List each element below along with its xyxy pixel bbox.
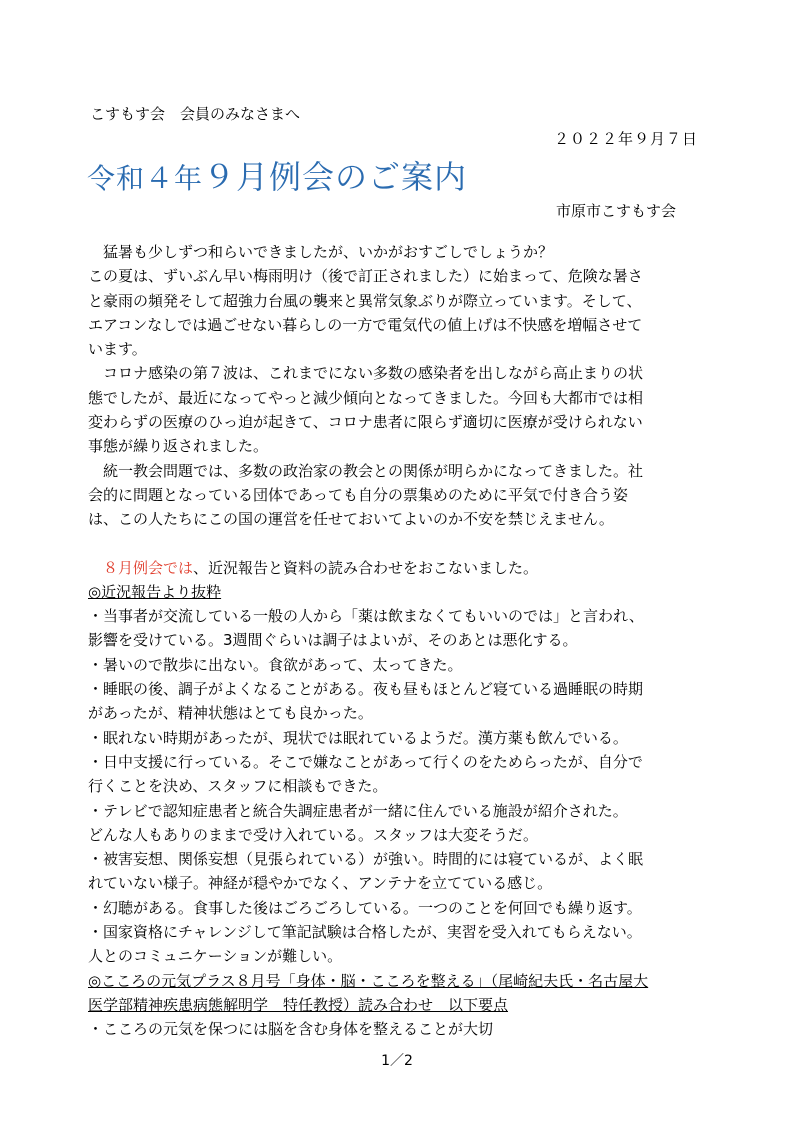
list-item: ・被害妄想、関係妄想（見張られている）が強い。時間的には寝ているが、よく眠 (88, 850, 644, 869)
list-item: ・テレビで認知症患者と統合失調症患者が一緒に住んでいる施設が紹介された。 (88, 801, 628, 820)
intro-line: 事態が繰り返されました。 (88, 437, 269, 456)
list-item: 人とのコミュニケーションが難しい。 (88, 947, 343, 966)
intro-line: この夏は、ずいぶん早い梅雨明け（後で訂正されました）に始まって、危険な暑さ (88, 267, 643, 286)
section-title-reading-line1: ◎こころの元気プラス８月号「身体・脳・こころを整える」（尾崎紀夫氏・名古屋大 (88, 971, 649, 990)
list-item: ・暑いので散歩に出ない。食欲があって、太ってきた。 (88, 655, 463, 674)
list-item: があったが、精神状態はとても良かった。 (88, 704, 373, 723)
list-item: ・こころの元気を保つには脳を含む身体を整えることが大切 (88, 1020, 494, 1039)
title-prefix: 令和４年 (87, 162, 204, 195)
intro-section (88, 240, 708, 532)
list-item: 影響を受けている。3週間ぐらいは調子はよいが、そのあとは悪化する。 (88, 631, 578, 650)
list-item: ・幻聴がある。食事した後はごろごろしている。一つのことを何回でも繰り返す。 (88, 898, 642, 917)
list-item: ・当事者が交流している一般の人から「薬は飲まなくてもいいのでは」と言われ、 (88, 607, 644, 626)
document-date: ２０２２年９月７日 (553, 130, 698, 148)
section-title-recent-reports: ◎近況報告より抜粋 (88, 582, 222, 601)
report-heading-highlight: ８月例会では (88, 558, 194, 577)
document-body (88, 240, 708, 1042)
intro-line: エアコンなしでは過ごせない暮らしの一方で電気代の値上げは不快感を増幅させて (88, 315, 643, 334)
page-number: 1／2 (381, 1053, 413, 1069)
list-item: 行くことを決め、スタッフに相談もできた。 (88, 777, 388, 796)
greeting-line: こすもす会 会員のみなさまへ (90, 105, 301, 123)
intro-line: 会的に問題となっている団体であっても自分の票集めのために平気で付き合う姿 (88, 485, 628, 504)
document-title (87, 152, 467, 198)
intro-line: 猛暑も少しずつ和らいできましたが、いかがおすごしでしょうか？ (88, 243, 554, 261)
report-heading-text: 、近況報告と資料の読み合わせをおこないました。 (193, 558, 539, 577)
list-item: どんな人もありのままで受け入れている。スタッフは大変そうだ。 (88, 825, 539, 844)
intro-line: 統一教会問題では、多数の政治家の教会との関係が明らかになってきました。社 (88, 461, 644, 480)
intro-line: 変わらずの医療のひっ迫が起きて、コロナ患者に限らず適切に医療が受けられない (88, 413, 643, 432)
organization-name: 市原市こすもす会 (555, 202, 676, 220)
intro-line: と豪雨の頻発そして超強力台風の襲来と異常気象ぶりが際立っています。そして、 (88, 291, 642, 310)
intro-line: 態でしたが、最近になってやっと減少傾向となってきました。今回も大都市では相 (88, 388, 644, 407)
section-title-reading-line2: 医学部精神疾患病態解明学 特任教授）読み合わせ 以下要点 (88, 995, 509, 1014)
title-main: ９月例会のご案内 (203, 158, 468, 196)
report-heading (88, 556, 708, 580)
intro-line: います。 (88, 340, 147, 359)
section-spacer (88, 532, 708, 556)
intro-line: コロナ感染の第７波は、これまでにない多数の感染者を出しながら高止まりの状 (88, 364, 644, 383)
list-item: ・国家資格にチャレンジして筆記試験は合格したが、実習を受入れてもらえない。 (88, 923, 642, 942)
list-item: ・睡眠の後、調子がよくなることがある。夜も昼もほとんど寝ている過睡眠の時期 (88, 680, 644, 699)
intro-line: は、この人たちにこの国の運営を任せておいてよいのか不安を禁じえません。 (88, 510, 614, 529)
list-item: ・眠れない時期があったが、現状では眠れているようだ。漢方薬も飲んでいる。 (88, 728, 628, 747)
list-item: ・日中支援に行っている。そこで嫌なことがあって行くのをためらったが、自分で (88, 752, 643, 771)
report-list (88, 604, 708, 968)
list-item: れていない様子。神経が穏やかでなく、アンテナを立てている感じ。 (88, 874, 553, 893)
